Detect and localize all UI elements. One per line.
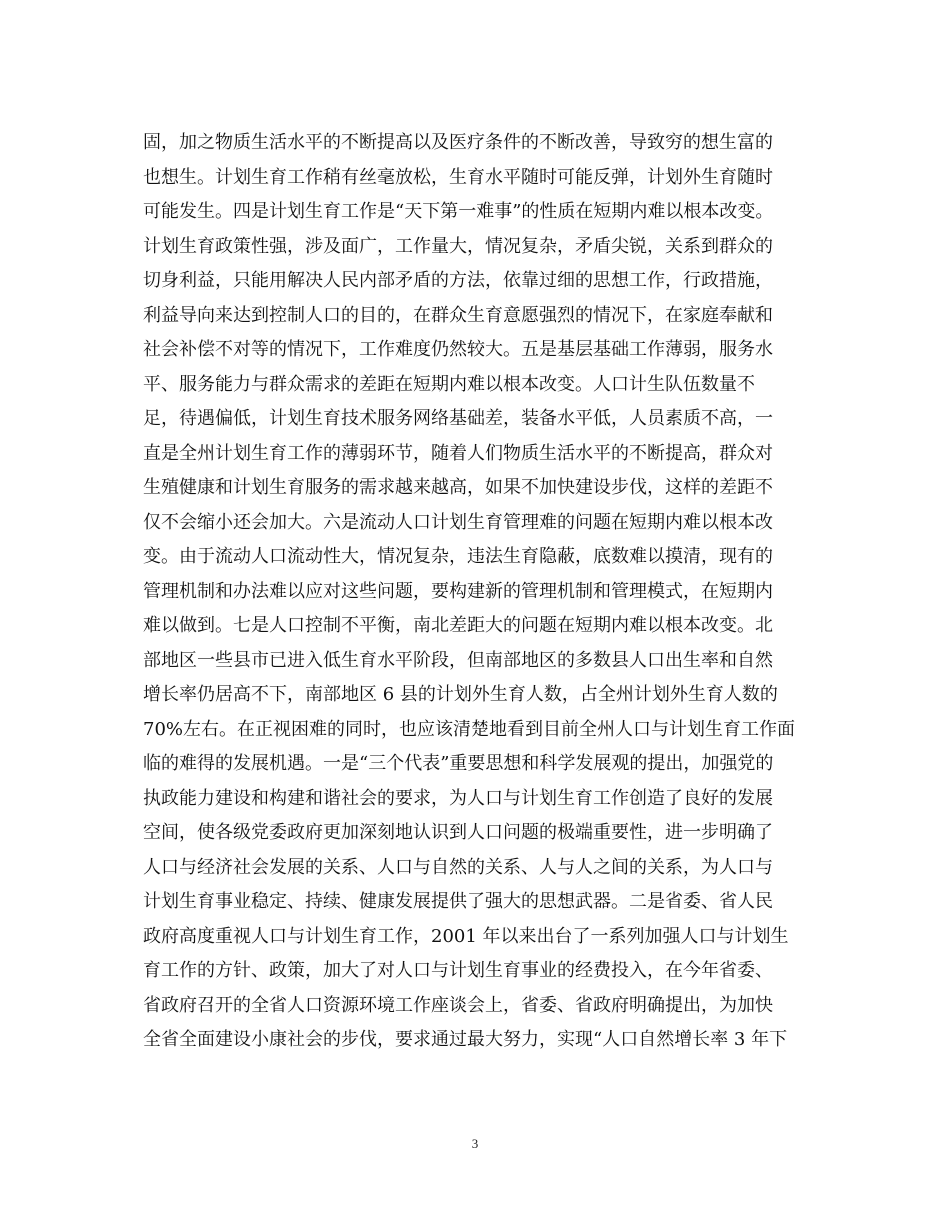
text-line: 人口与经济社会发展的关系、人口与自然的关系、人与人之间的关系，为人口与 (143, 856, 773, 878)
text-line: 生殖健康和计划生育服务的需求越来越高，如果不加快建设步伐，这样的差距不 (143, 477, 773, 498)
text-line: 社会补偿不对等的情况下，工作难度仍然较大。五是基层基础工作薄弱，服务水 (143, 339, 773, 360)
text-line: 全省全面建设小康社会的步伐，要求通过最大努力，实现“人口自然增长率 3 年下 (143, 1029, 788, 1050)
text-line: 利益导向来达到控制人口的目的，在群众生育意愿强烈的情况下，在家庭奉献和 (143, 304, 773, 326)
text-line: 管理机制和办法难以应对这些问题，要构建新的管理机制和管理模式，在短期内 (143, 580, 773, 602)
text-line: 空间，使各级党委政府更加深刻地认识到人口问题的极端重要性，进一步明确了 (143, 822, 773, 843)
body-text (143, 126, 813, 1058)
text-line: 计划生育事业稳定、持续、健康发展提供了强大的思想武器。二是省委、省人民 (143, 891, 773, 912)
text-line: 也想生。计划生育工作稍有丝毫放松，生育水平随时可能反弹，计划外生育随时 (143, 166, 773, 188)
text-line: 固，加之物质生活水平的不断提高以及医疗条件的不断改善，导致穷的想生富的 (143, 132, 773, 153)
text-line: 育工作的方针、政策，加大了对人口与计划生育事业的经费投入，在今年省委、 (143, 960, 773, 981)
text-line: 计划生育政策性强，涉及面广，工作量大，情况复杂，矛盾尖锐，关系到群众的 (143, 235, 773, 257)
text-line: 切身利益，只能用解决人民内部矛盾的方法，依靠过细的思想工作，行政措施， (143, 270, 773, 291)
text-line: 70%左右。在正视困难的同时，也应该清楚地看到目前全州人口与计划生育工作面 (143, 718, 796, 740)
text-line: 难以做到。七是人口控制不平衡，南北差距大的问题在短期内难以根本改变。北 (143, 615, 773, 636)
text-line: 执政能力建设和构建和谐社会的要求，为人口与计划生育工作创造了良好的发展 (143, 787, 773, 809)
text-line: 可能发生。四是计划生育工作是“天下第一难事”的性质在短期内难以根本改变。 (143, 201, 774, 222)
text-line: 直是全州计划生育工作的薄弱环节，随着人们物质生活水平的不断提高，群众对 (143, 442, 773, 464)
text-line: 变。由于流动人口流动性大，情况复杂，违法生育隐蔽，底数难以摸清，现有的 (143, 546, 773, 567)
text-line: 仅不会缩小还会加大。六是流动人口计划生育管理难的问题在短期内难以根本改 (143, 511, 773, 533)
text-line: 政府高度重视人口与计划生育工作，2001 年以来出台了一系列加强人口与计划生 (143, 925, 789, 947)
page-number: 3 (471, 1136, 479, 1151)
text-line: 增长率仍居高不下，南部地区 6 县的计划外生育人数，占全州计划外生育人数的 (143, 684, 778, 705)
text-line: 足，待遇偏低，计划生育技术服务网络基础差，装备水平低，人员素质不高，一 (143, 408, 773, 429)
text-line: 平、服务能力与群众需求的差距在短期内难以根本改变。人口计生队伍数量不 (143, 373, 755, 395)
text-line: 临的难得的发展机遇。一是“三个代表”重要思想和科学发展观的提出，加强党的 (143, 753, 774, 774)
text-line: 省政府召开的全省人口资源环境工作座谈会上，省委、省政府明确提出，为加快 (143, 994, 773, 1016)
text-line: 部地区一些县市已进入低生育水平阶段，但南部地区的多数县人口出生率和自然 (143, 649, 773, 671)
